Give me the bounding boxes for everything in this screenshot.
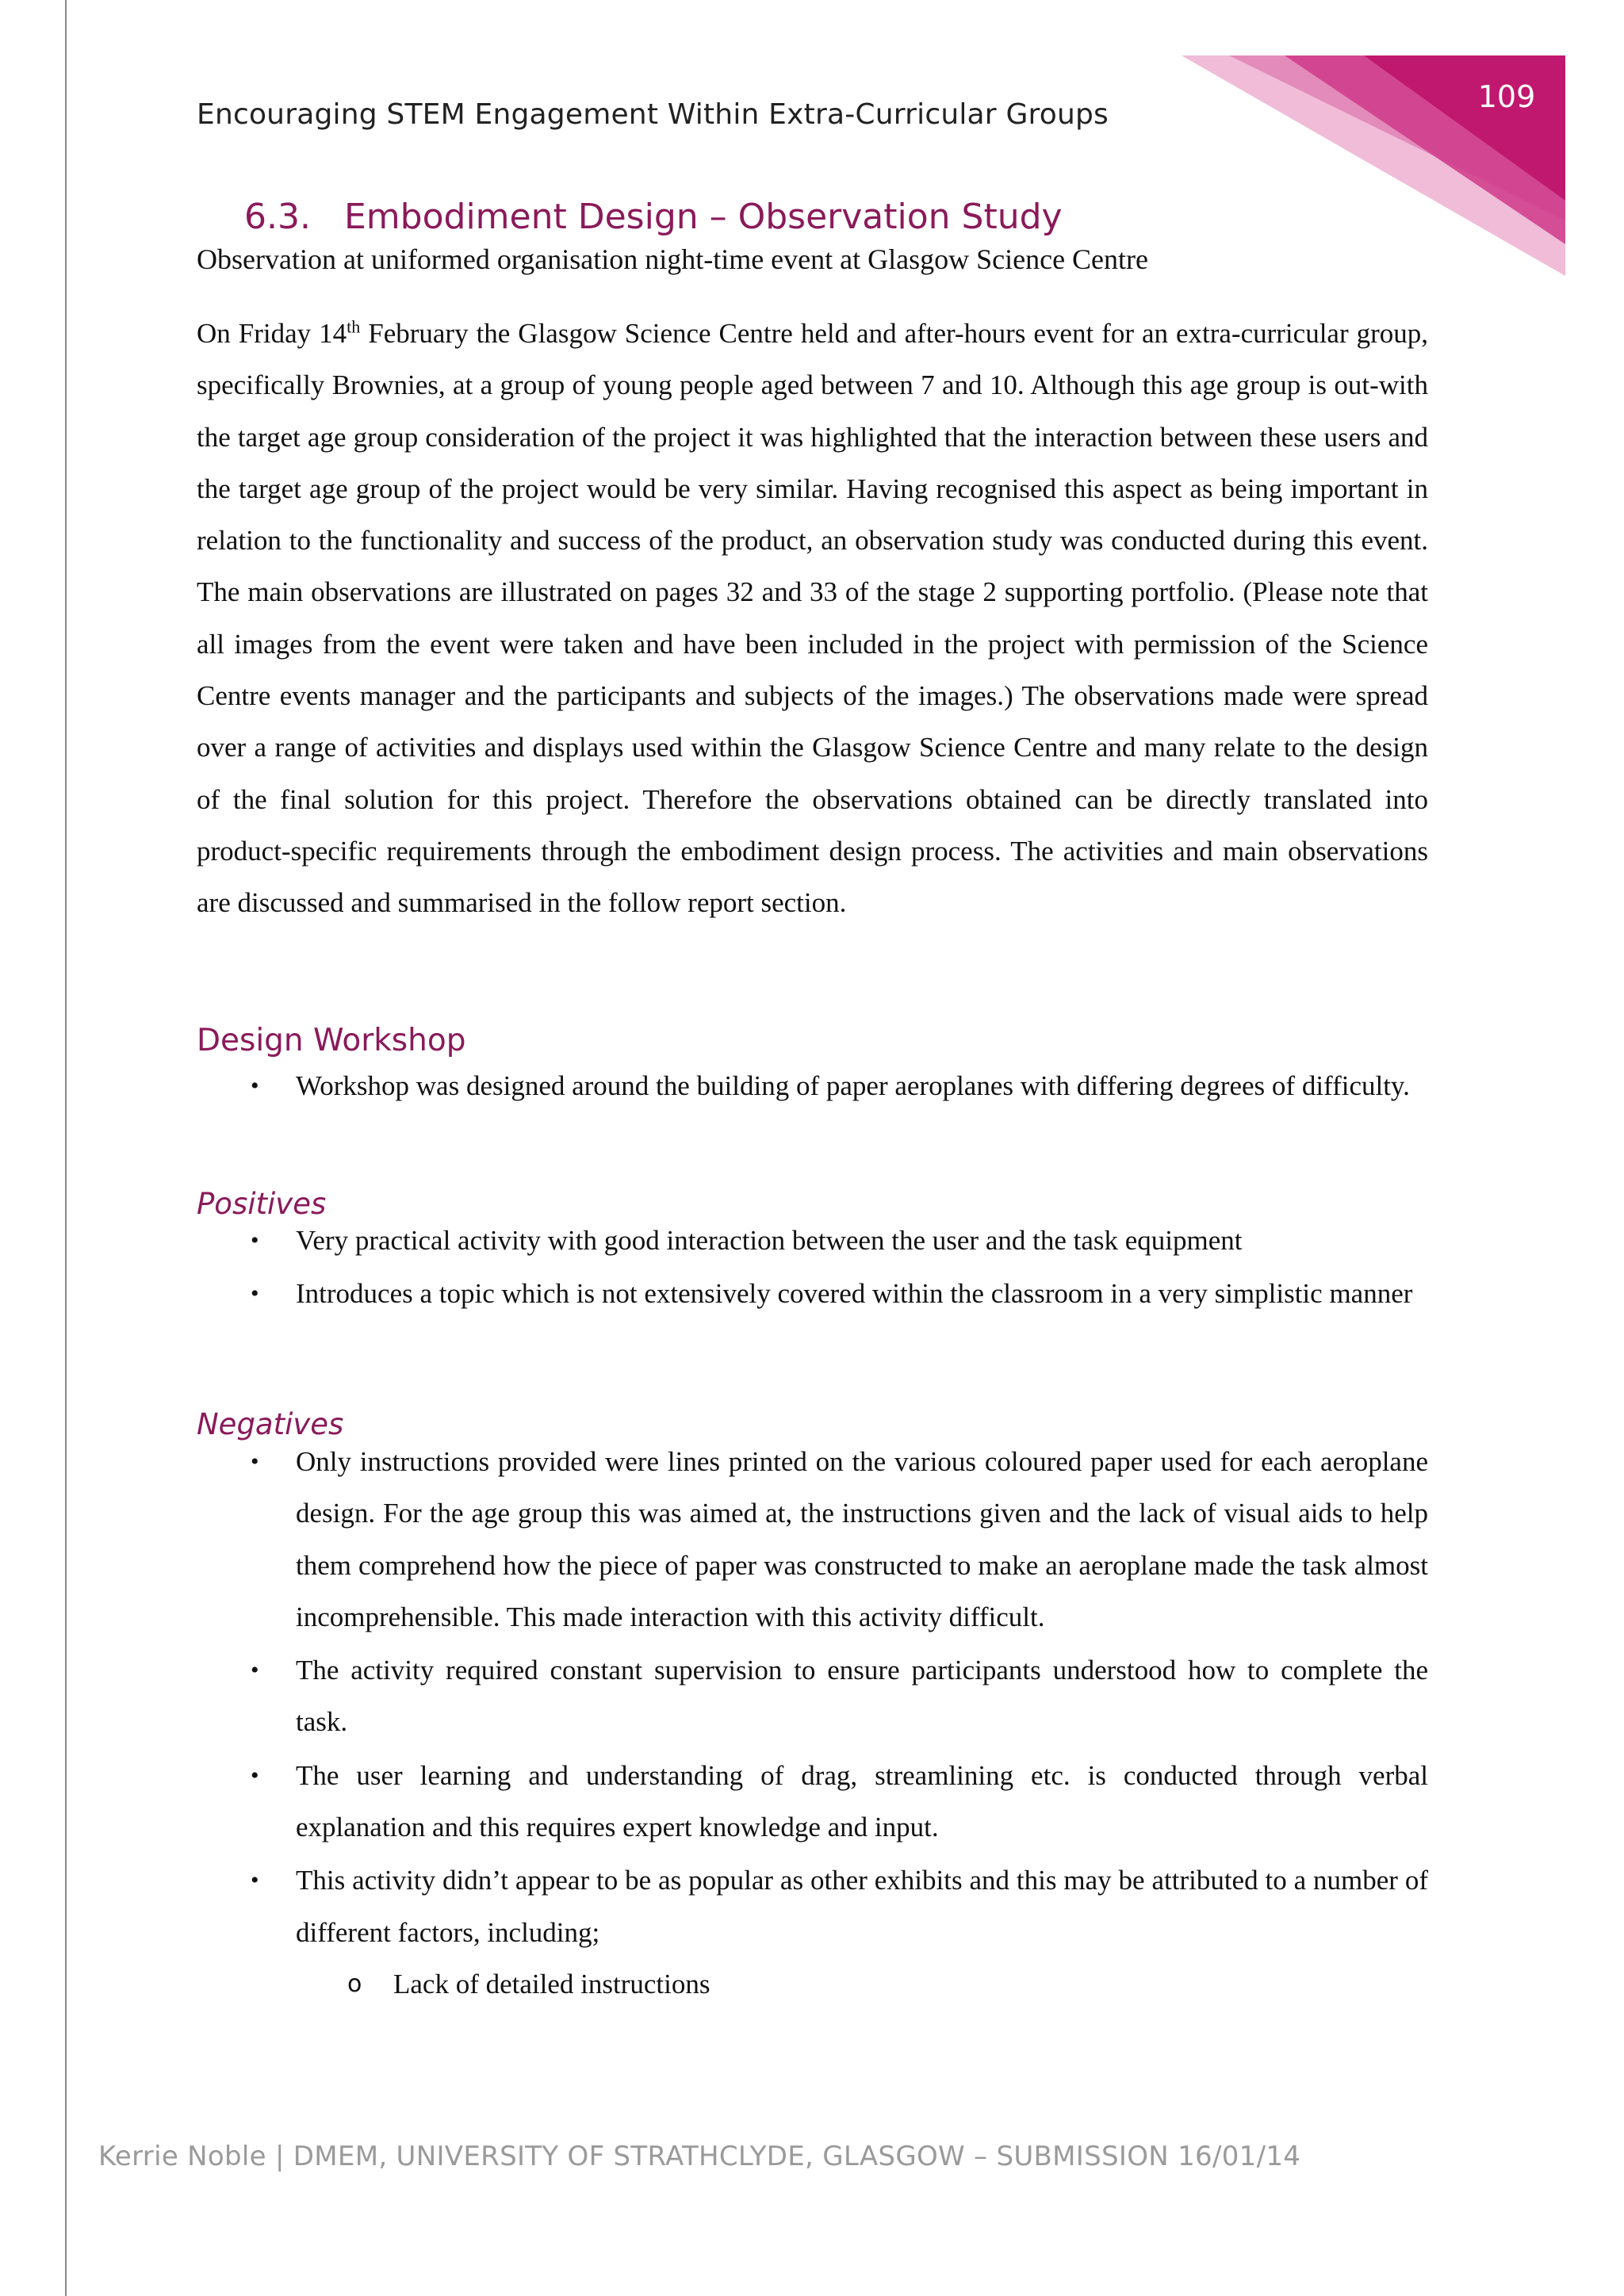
- list-item: • Introduces a topic which is not extensively covered within the classroom in a very simplistic manner: [197, 1268, 1428, 1319]
- page-margin-rule: [65, 0, 67, 2296]
- sub-list: [296, 1958, 1428, 2010]
- negatives-heading: Negatives: [197, 1407, 344, 1441]
- bullet-icon: •: [251, 1762, 259, 1789]
- bullet-icon: •: [251, 1657, 259, 1684]
- page-number: 109: [1477, 79, 1536, 114]
- sub-list-item: o Lack of detailed instructions: [197, 1958, 1428, 2010]
- negatives-list: [197, 1436, 1428, 2011]
- section-subtitle: Observation at uniformed organisation night-time event at Glasgow Science Centre: [197, 243, 1149, 275]
- bullet-icon: •: [251, 1280, 259, 1307]
- intro-superscript: th: [347, 316, 361, 337]
- positives-list: [197, 1215, 1428, 1322]
- workshop-list: [197, 1060, 1428, 1113]
- section-number: 6.3.: [244, 197, 311, 237]
- bullet-icon: •: [251, 1448, 259, 1475]
- design-workshop-heading: Design Workshop: [197, 1023, 466, 1058]
- bullet-icon: •: [251, 1073, 259, 1099]
- list-item: • Only instructions provided were lines printed on the various coloured paper used for each aeroplane design. For the age group this was aimed at, the instructions given and the lack of visual aids to help them comprehend how the piece of paper was constructed to make an aeroplane made the task almost incomprehensible. This made interaction with this activity difficult.: [197, 1436, 1428, 1643]
- bullet-icon: •: [251, 1227, 259, 1253]
- intro-text: February the Glasgow Science Centre held and after-hours event for an extra-curricular group, specifically Brownies, at a group of young people aged between 7 and 10. Although this age group is out-with the target age group consideration of the project it was highlighted that the interaction between these users and the target age group of the project would be very similar. Having recognised this aspect as being important in relation to the functionality and success of the product, an observation study was conducted during this event. The main observations are illustrated on pages 32 and 33 of the stage 2 supporting portfolio. (Please note that all images from the event were taken and have been included in the project with permission of the Science Centre events manager and the participants and subjects of the images.) The observations made were spread over a range of activities and displays used within the Glasgow Science Centre and many relate to the design of the final solution for this project. Therefore the observations obtained can be directly translated into product-specific requirements through the embodiment design process. The activities and main observations are discussed and summarised in the follow report section.: [197, 318, 1428, 919]
- section-heading: [244, 197, 1063, 237]
- sub-bullet-icon: o: [347, 1969, 362, 1998]
- bullet-icon: •: [251, 1867, 259, 1894]
- section-title: Embodiment Design – Observation Study: [344, 197, 1063, 237]
- intro-lead: On Friday 14: [197, 318, 347, 349]
- list-item: • This activity didn’t appear to be as popular as other exhibits and this may be attributed to a number of different factors, including; o Lack of detailed instructions: [197, 1854, 1428, 2010]
- running-header: Encouraging STEM Engagement Within Extra-Curricular Groups: [197, 98, 1109, 131]
- list-item: • Workshop was designed around the building of paper aeroplanes with differing degrees of difficulty.: [197, 1060, 1428, 1112]
- page-footer: Kerrie Noble | DMEM, UNIVERSITY OF STRATHCLYDE, GLASGOW – SUBMISSION 16/01/14: [98, 2141, 1301, 2172]
- list-item: • The activity required constant supervision to ensure participants understood how to complete the task.: [197, 1644, 1428, 1748]
- list-item: • The user learning and understanding of drag, streamlining etc. is conducted through verbal explanation and this requires expert knowledge and input.: [197, 1750, 1428, 1854]
- intro-paragraph: [197, 308, 1428, 929]
- positives-heading: Positives: [197, 1187, 327, 1221]
- list-item: • Very practical activity with good interaction between the user and the task equipment: [197, 1215, 1428, 1266]
